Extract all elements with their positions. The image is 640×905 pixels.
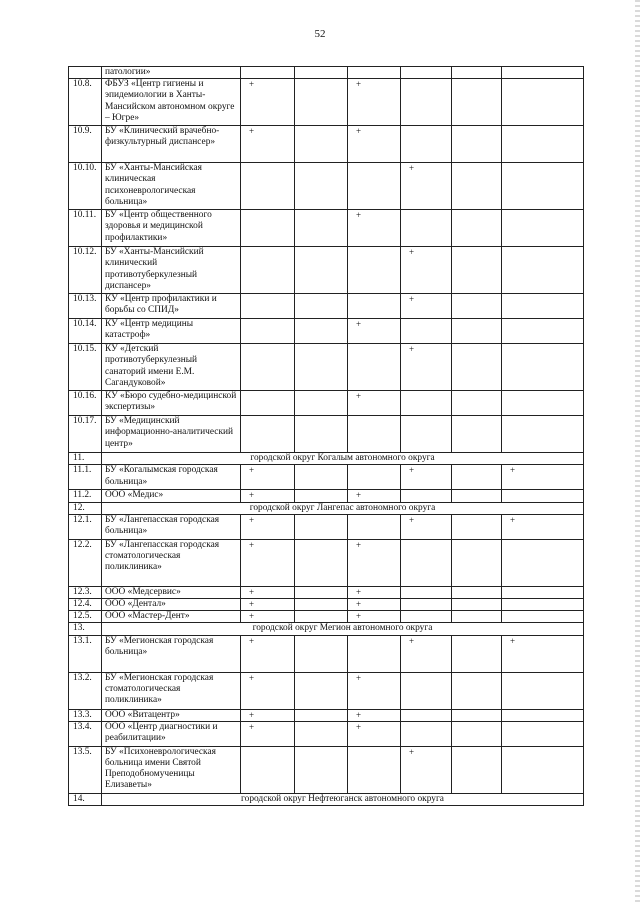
mark-cell: + — [401, 294, 452, 319]
row-number: 10.13. — [69, 294, 102, 319]
organization-name: БУ «Лангепасская городская больница» — [102, 514, 241, 539]
mark-cell — [348, 416, 401, 453]
mark-cell — [452, 344, 502, 391]
mark-cell — [401, 391, 452, 416]
mark-cell — [502, 344, 584, 391]
mark-cell: + — [241, 586, 295, 598]
mark-cell — [241, 391, 295, 416]
organization-name: ООО «Центр диагностики и реабилитации» — [102, 721, 241, 746]
mark-cell — [295, 709, 348, 721]
mark-cell — [295, 163, 348, 210]
table-row — [69, 163, 584, 210]
mark-cell: + — [401, 746, 452, 793]
mark-cell — [295, 416, 348, 453]
mark-cell — [502, 611, 584, 623]
table-row — [69, 514, 584, 539]
mark-cell — [241, 294, 295, 319]
mark-cell — [452, 635, 502, 672]
organization-name: БУ «Клинический врачебно-физкультурный диспансер» — [102, 126, 241, 163]
mark-cell — [452, 247, 502, 294]
section-row — [69, 502, 584, 514]
mark-cell — [401, 490, 452, 502]
table-row — [69, 599, 584, 611]
organization-name: КУ «Центр медицины катастроф» — [102, 319, 241, 344]
mark-cell — [401, 611, 452, 623]
mark-cell — [502, 586, 584, 598]
mark-cell — [401, 672, 452, 709]
mark-cell — [401, 416, 452, 453]
mark-cell: + — [348, 721, 401, 746]
mark-cell — [502, 490, 584, 502]
organization-name: БУ «Мегионская городская больница» — [102, 635, 241, 672]
table-row — [69, 465, 584, 490]
mark-cell — [241, 247, 295, 294]
section-row — [69, 793, 584, 805]
row-number: 12.2. — [69, 539, 102, 586]
mark-cell — [452, 586, 502, 598]
mark-cell — [348, 247, 401, 294]
mark-cell: + — [348, 126, 401, 163]
table-row — [69, 79, 584, 126]
table-row — [69, 126, 584, 163]
row-number: 10.14. — [69, 319, 102, 344]
organization-name: КУ «Бюро судебно-медицинской экспертизы» — [102, 391, 241, 416]
mark-cell — [452, 416, 502, 453]
row-number: 10.8. — [69, 79, 102, 126]
table-row — [69, 672, 584, 709]
mark-cell — [401, 709, 452, 721]
mark-cell: + — [241, 465, 295, 490]
organization-name: ФБУЗ «Центр гигиены и эпидемиологии в Ханты-Мансийском автономном округе – Югре» — [102, 79, 241, 126]
mark-cell — [452, 709, 502, 721]
row-number: 13.2. — [69, 672, 102, 709]
mark-cell — [295, 391, 348, 416]
mark-cell — [348, 514, 401, 539]
mark-cell — [241, 319, 295, 344]
organization-name: ООО «Витацентр» — [102, 709, 241, 721]
table-row — [69, 391, 584, 416]
mark-cell — [241, 416, 295, 453]
row-number: 12.4. — [69, 599, 102, 611]
organization-name: БУ «Мегионская городская стоматологическая поликлиника» — [102, 672, 241, 709]
mark-cell — [401, 126, 452, 163]
page-number: 52 — [314, 28, 326, 40]
mark-cell — [295, 79, 348, 126]
organization-name: КУ «Центр профилактики и борьбы со СПИД» — [102, 294, 241, 319]
row-number: 10.9. — [69, 126, 102, 163]
organization-name: БУ «Ханты-Мансийская клиническая психоневрологическая больница» — [102, 163, 241, 210]
mark-cell — [401, 586, 452, 598]
mark-cell: + — [401, 514, 452, 539]
mark-cell — [452, 67, 502, 79]
mark-cell — [295, 586, 348, 598]
mark-cell — [452, 210, 502, 247]
mark-cell: + — [348, 79, 401, 126]
row-number: 13.4. — [69, 721, 102, 746]
organization-name: ООО «Дентал» — [102, 599, 241, 611]
organization-name: БУ «Центр общественного здоровья и медицинской профилактики» — [102, 210, 241, 247]
mark-cell: + — [241, 611, 295, 623]
table-row — [69, 635, 584, 672]
row-number: 14. — [69, 793, 102, 805]
mark-cell: + — [241, 490, 295, 502]
mark-cell — [452, 672, 502, 709]
mark-cell — [295, 514, 348, 539]
organization-name: ООО «Медис» — [102, 490, 241, 502]
row-number: 10.16. — [69, 391, 102, 416]
row-number: 11.1. — [69, 465, 102, 490]
mark-cell — [241, 746, 295, 793]
mark-cell — [452, 163, 502, 210]
mark-cell — [502, 126, 584, 163]
mark-cell — [502, 294, 584, 319]
mark-cell: + — [502, 635, 584, 672]
mark-cell — [502, 79, 584, 126]
mark-cell — [348, 635, 401, 672]
table-row — [69, 210, 584, 247]
mark-cell — [502, 721, 584, 746]
mark-cell — [452, 79, 502, 126]
organization-name: БУ «Ханты-Мансийский клинический противотуберкулезный диспансер» — [102, 247, 241, 294]
mark-cell: + — [241, 709, 295, 721]
table-row — [69, 490, 584, 502]
organization-name: БУ «Когалымская городская больница» — [102, 465, 241, 490]
row-number: 13.5. — [69, 746, 102, 793]
mark-cell — [295, 539, 348, 586]
mark-cell — [295, 746, 348, 793]
organization-name: КУ «Детский противотуберкулезный санаторий имени Е.М. Сагандуковой» — [102, 344, 241, 391]
table-row — [69, 344, 584, 391]
section-title: городской округ Когалым автономного округа — [102, 453, 584, 465]
mark-cell — [502, 672, 584, 709]
mark-cell — [401, 319, 452, 344]
mark-cell — [348, 465, 401, 490]
mark-cell — [452, 319, 502, 344]
mark-cell — [502, 163, 584, 210]
mark-cell: + — [241, 514, 295, 539]
mark-cell — [295, 247, 348, 294]
mark-cell: + — [241, 599, 295, 611]
mark-cell — [295, 294, 348, 319]
table-row — [69, 67, 584, 79]
mark-cell — [502, 210, 584, 247]
mark-cell — [401, 79, 452, 126]
mark-cell: + — [502, 465, 584, 490]
mark-cell — [348, 746, 401, 793]
mark-cell: + — [241, 672, 295, 709]
section-row — [69, 453, 584, 465]
row-number: 13. — [69, 623, 102, 635]
mark-cell: + — [348, 672, 401, 709]
mark-cell — [241, 163, 295, 210]
mark-cell: + — [241, 721, 295, 746]
mark-cell: + — [401, 465, 452, 490]
mark-cell — [502, 319, 584, 344]
mark-cell — [348, 67, 401, 79]
mark-cell — [295, 465, 348, 490]
section-row — [69, 623, 584, 635]
mark-cell — [401, 539, 452, 586]
table-row — [69, 319, 584, 344]
organization-name: ООО «Мастер-Дент» — [102, 611, 241, 623]
table-row — [69, 721, 584, 746]
mark-cell — [452, 611, 502, 623]
mark-cell — [452, 294, 502, 319]
mark-cell — [401, 210, 452, 247]
mark-cell — [348, 294, 401, 319]
row-number — [69, 67, 102, 79]
mark-cell — [502, 599, 584, 611]
row-number: 11.2. — [69, 490, 102, 502]
mark-cell — [452, 490, 502, 502]
organization-name: БУ «Лангепасская городская стоматологическая поликлиника» — [102, 539, 241, 586]
organization-name: патологии» — [102, 67, 241, 79]
mark-cell — [452, 599, 502, 611]
mark-cell — [295, 210, 348, 247]
mark-cell — [295, 490, 348, 502]
mark-cell: + — [241, 635, 295, 672]
scan-edge-artifact — [635, 0, 640, 905]
mark-cell: + — [241, 79, 295, 126]
table-row — [69, 247, 584, 294]
row-number: 10.11. — [69, 210, 102, 247]
mark-cell: + — [348, 611, 401, 623]
mark-cell — [295, 635, 348, 672]
mark-cell — [452, 391, 502, 416]
mark-cell — [295, 599, 348, 611]
table-row — [69, 611, 584, 623]
mark-cell: + — [401, 163, 452, 210]
row-number: 12. — [69, 502, 102, 514]
mark-cell: + — [241, 126, 295, 163]
mark-cell — [295, 67, 348, 79]
row-number: 10.10. — [69, 163, 102, 210]
mark-cell — [452, 126, 502, 163]
row-number: 10.12. — [69, 247, 102, 294]
mark-cell — [452, 721, 502, 746]
mark-cell — [295, 344, 348, 391]
mark-cell — [401, 67, 452, 79]
table-row — [69, 539, 584, 586]
row-number: 10.17. — [69, 416, 102, 453]
mark-cell — [295, 721, 348, 746]
facilities-table — [68, 66, 584, 806]
mark-cell: + — [348, 391, 401, 416]
row-number: 10.15. — [69, 344, 102, 391]
row-number: 12.5. — [69, 611, 102, 623]
mark-cell — [502, 746, 584, 793]
mark-cell — [241, 67, 295, 79]
mark-cell — [401, 599, 452, 611]
mark-cell — [452, 746, 502, 793]
mark-cell — [452, 514, 502, 539]
mark-cell: + — [502, 514, 584, 539]
mark-cell — [348, 344, 401, 391]
mark-cell — [502, 539, 584, 586]
mark-cell: + — [348, 599, 401, 611]
mark-cell — [295, 319, 348, 344]
row-number: 12.1. — [69, 514, 102, 539]
mark-cell — [241, 344, 295, 391]
mark-cell: + — [348, 490, 401, 502]
mark-cell — [502, 67, 584, 79]
table-row — [69, 416, 584, 453]
organization-name: БУ «Медицинский информационно-аналитический центр» — [102, 416, 241, 453]
mark-cell — [502, 416, 584, 453]
table-row — [69, 746, 584, 793]
mark-cell — [348, 163, 401, 210]
mark-cell: + — [348, 539, 401, 586]
section-title: городской округ Лангепас автономного округа — [102, 502, 584, 514]
mark-cell — [295, 672, 348, 709]
mark-cell: + — [401, 247, 452, 294]
mark-cell: + — [401, 344, 452, 391]
mark-cell — [452, 465, 502, 490]
mark-cell: + — [401, 635, 452, 672]
mark-cell — [502, 391, 584, 416]
mark-cell — [502, 709, 584, 721]
mark-cell: + — [348, 586, 401, 598]
section-title: городской округ Нефтеюганск автономного округа — [102, 793, 584, 805]
mark-cell: + — [348, 709, 401, 721]
mark-cell — [502, 247, 584, 294]
mark-cell — [295, 126, 348, 163]
row-number: 11. — [69, 453, 102, 465]
row-number: 13.3. — [69, 709, 102, 721]
organization-name: БУ «Психоневрологическая больница имени Святой Преподобномученицы Елизаветы» — [102, 746, 241, 793]
row-number: 13.1. — [69, 635, 102, 672]
mark-cell — [452, 539, 502, 586]
mark-cell — [295, 611, 348, 623]
mark-cell — [401, 721, 452, 746]
table-row — [69, 294, 584, 319]
mark-cell — [241, 210, 295, 247]
section-title: городской округ Мегион автономного округа — [102, 623, 584, 635]
table-row — [69, 709, 584, 721]
mark-cell: + — [348, 210, 401, 247]
mark-cell: + — [241, 539, 295, 586]
mark-cell: + — [348, 319, 401, 344]
table-row — [69, 586, 584, 598]
organization-name: ООО «Медсервис» — [102, 586, 241, 598]
row-number: 12.3. — [69, 586, 102, 598]
